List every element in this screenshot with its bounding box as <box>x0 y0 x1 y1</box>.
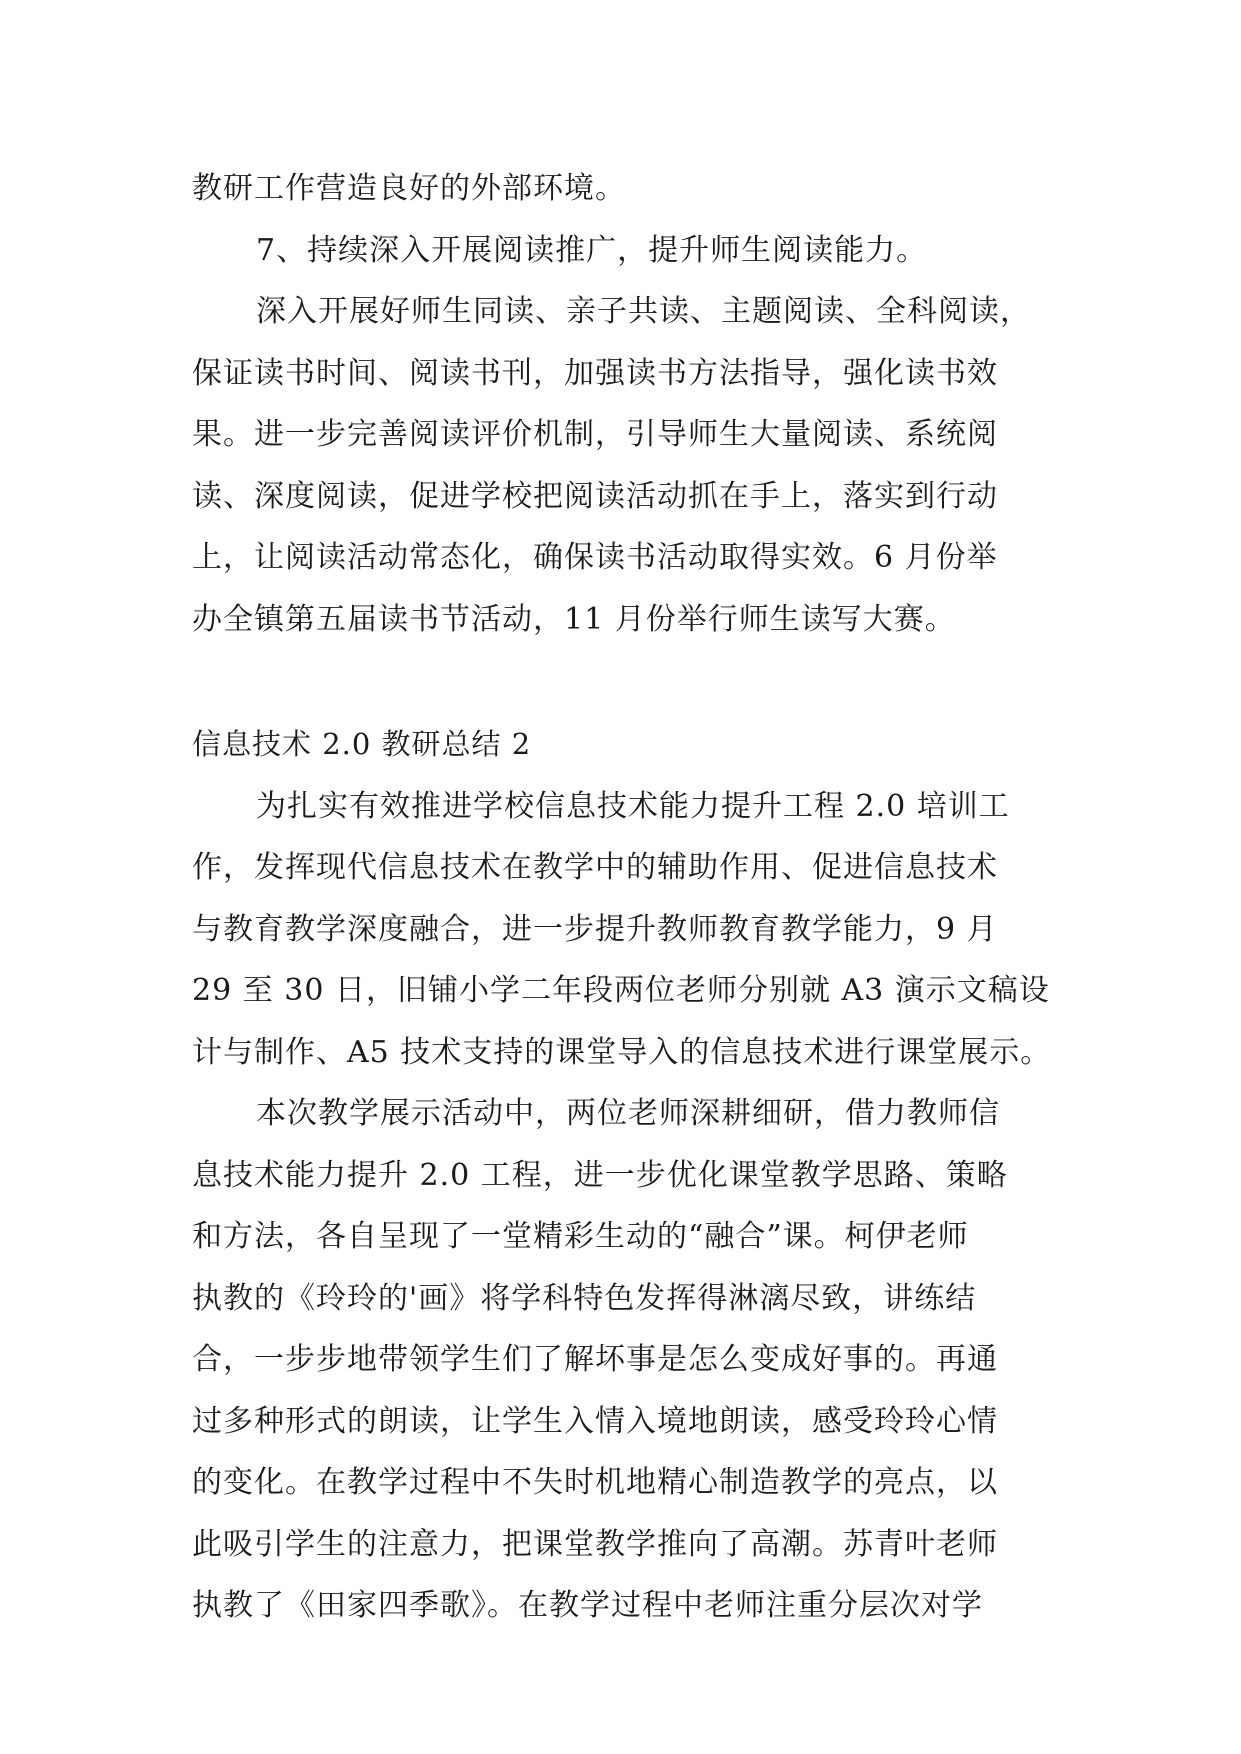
paragraph-line: 此吸引学生的注意力，把课堂教学推向了高潮。苏青叶老师 <box>192 1526 998 1562</box>
paragraph-line: 本次教学展示活动中，两位老师深耕细研，借力教师信 <box>256 1096 1000 1131</box>
section-gap <box>192 650 1052 714</box>
paragraph-line: 的变化。在教学过程中不失时机地精心制造教学的亮点，以 <box>192 1465 998 1500</box>
paragraph-line: 执教了《田家四季歌》。在教学过程中老师注重分层次对学 <box>192 1588 983 1623</box>
paragraph-line: 计与制作、A5 技术支持的课堂导入的信息技术进行课堂展示。 <box>192 1034 1052 1070</box>
paragraph-line: 息技术能力提升 2.0 工程，进一步优化课堂教学思路、策略 <box>192 1157 1008 1193</box>
paragraph-line: 执教的《玲玲的'画》将学科特色发挥得淋漓尽致，讲练结 <box>192 1280 977 1316</box>
section-heading: 信息技术 2.0 教研总结 2 <box>192 727 532 761</box>
paragraph-line: 办全镇第五届读书节活动，11 月份举行师生读写大赛。 <box>192 601 956 637</box>
document-body <box>192 158 1052 1637</box>
paragraph-line: 与教育教学深度融合，进一步提升教师教育教学能力，9 月 <box>192 911 998 947</box>
paragraph-line: 深入开展好师生同读、亲子共读、主题阅读、全科阅读， <box>256 294 1031 329</box>
paragraph-line: 29 至 30 日，旧铺小学二年段两位老师分别就 A3 演示文稿设 <box>192 973 1050 1008</box>
paragraph-line: 果。进一步完善阅读评价机制，引导师生大量阅读、系统阅 <box>192 417 998 452</box>
paragraph-line: 作，发挥现代信息技术在教学中的辅助作用、促进信息技术 <box>192 850 998 885</box>
paragraph-line: 合，一步步地带领学生们了解坏事是怎么变成好事的。再通 <box>192 1342 998 1377</box>
list-item-heading: 7、持续深入开展阅读推广，提升师生阅读能力。 <box>256 232 928 268</box>
paragraph-line: 教研工作营造良好的外部环境。 <box>192 171 626 206</box>
paragraph-line: 过多种形式的朗读，让学生入情入境地朗读，感受玲玲心情 <box>192 1403 998 1439</box>
paragraph-line: 上，让阅读活动常态化，确保读书活动取得实效。6 月份举 <box>192 540 998 575</box>
paragraph-line: 和方法，各自呈现了一堂精彩生动的“融合”课。柯伊老师 <box>192 1219 969 1254</box>
paragraph-line: 读、深度阅读，促进学校把阅读活动抓在手上，落实到行动 <box>192 478 998 514</box>
paragraph-line: 为扎实有效推进学校信息技术能力提升工程 2.0 培训工 <box>256 788 1010 824</box>
paragraph-line: 保证读书时间、阅读书刊，加强读书方法指导，强化读书效 <box>192 355 998 391</box>
